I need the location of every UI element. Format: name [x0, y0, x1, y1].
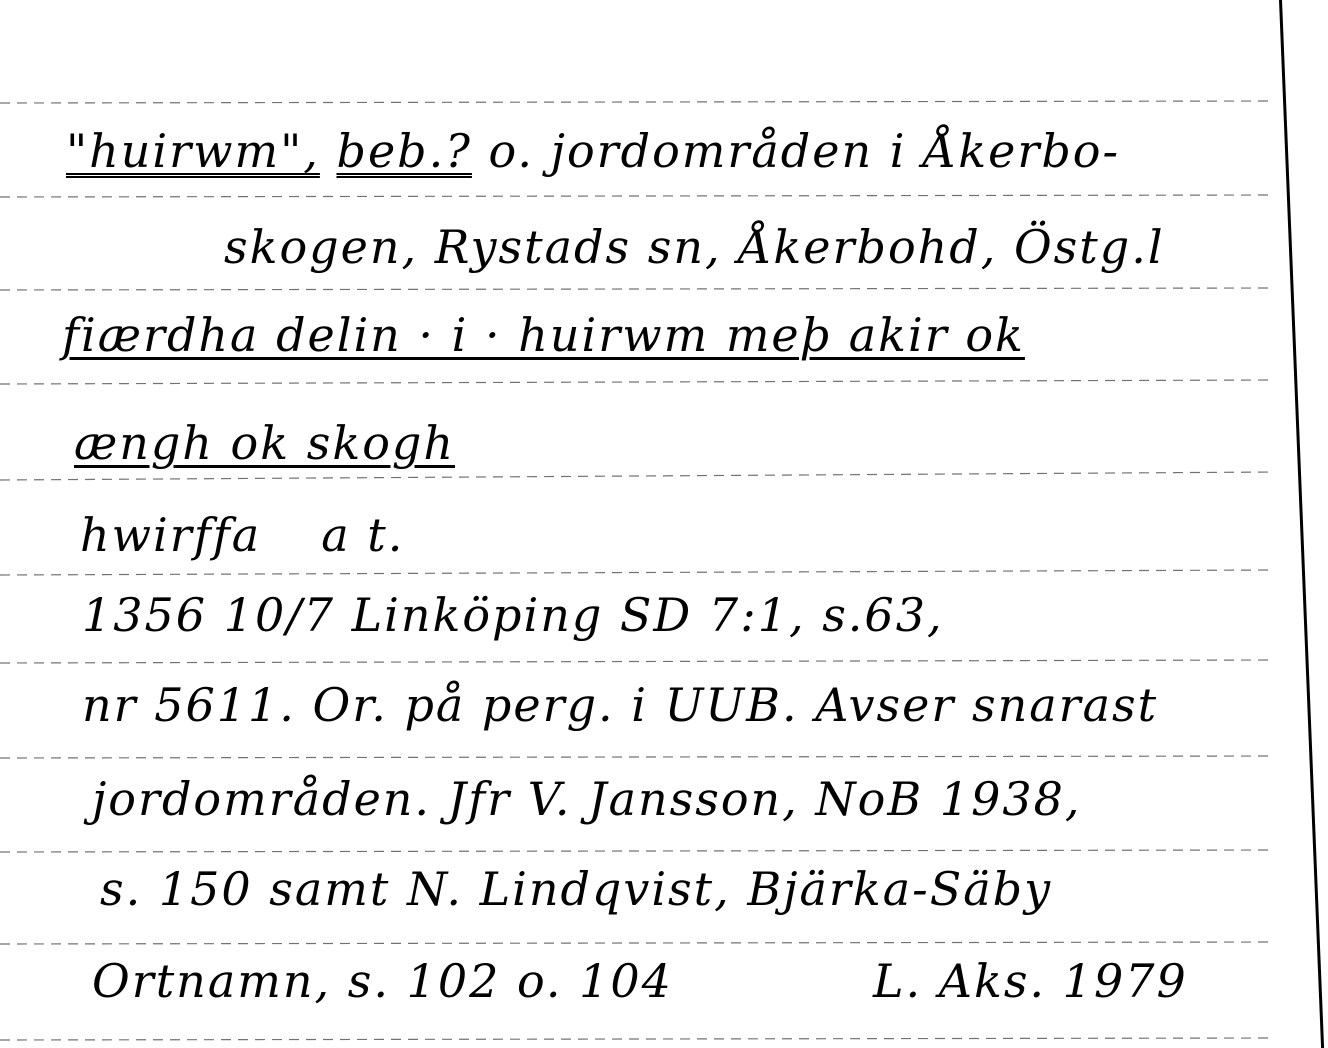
abbreviation: beb.? [336, 124, 472, 178]
entry-line-6: 1356 10/7 Linköping SD 7:1, s.63, [82, 588, 944, 642]
entry-line-1 [66, 124, 1121, 178]
entry-line-3: fiærdha delin · i · huirwm meþ akir ok [62, 308, 1025, 362]
entry-line-9: s. 150 samt N. Lindqvist, Bjärka-Säby [100, 862, 1053, 916]
headword: "huirwm", [66, 124, 320, 178]
reference-text: Ortnamn, s. 102 o. 104 [92, 954, 673, 1008]
entry-line-7: nr 5611. Or. på perg. i UUB. Avser snarast [82, 678, 1159, 732]
variant-form: hwirffa [80, 508, 262, 562]
description-start: o. jordområden i Åkerbo- [488, 124, 1121, 178]
entry-line-4: ængh ok skogh [74, 416, 455, 470]
signature: L. Aks. 1979 [872, 954, 1188, 1008]
entry-line-10 [92, 954, 1188, 1008]
entry-line-8: jordområden. Jfr V. Jansson, NoB 1938, [92, 772, 1082, 826]
variant-letters: a t. [321, 508, 405, 562]
entry-line-2: skogen, Rystads sn, Åkerbohd, Östg.l [224, 220, 1165, 274]
entry-line-5 [80, 508, 405, 562]
